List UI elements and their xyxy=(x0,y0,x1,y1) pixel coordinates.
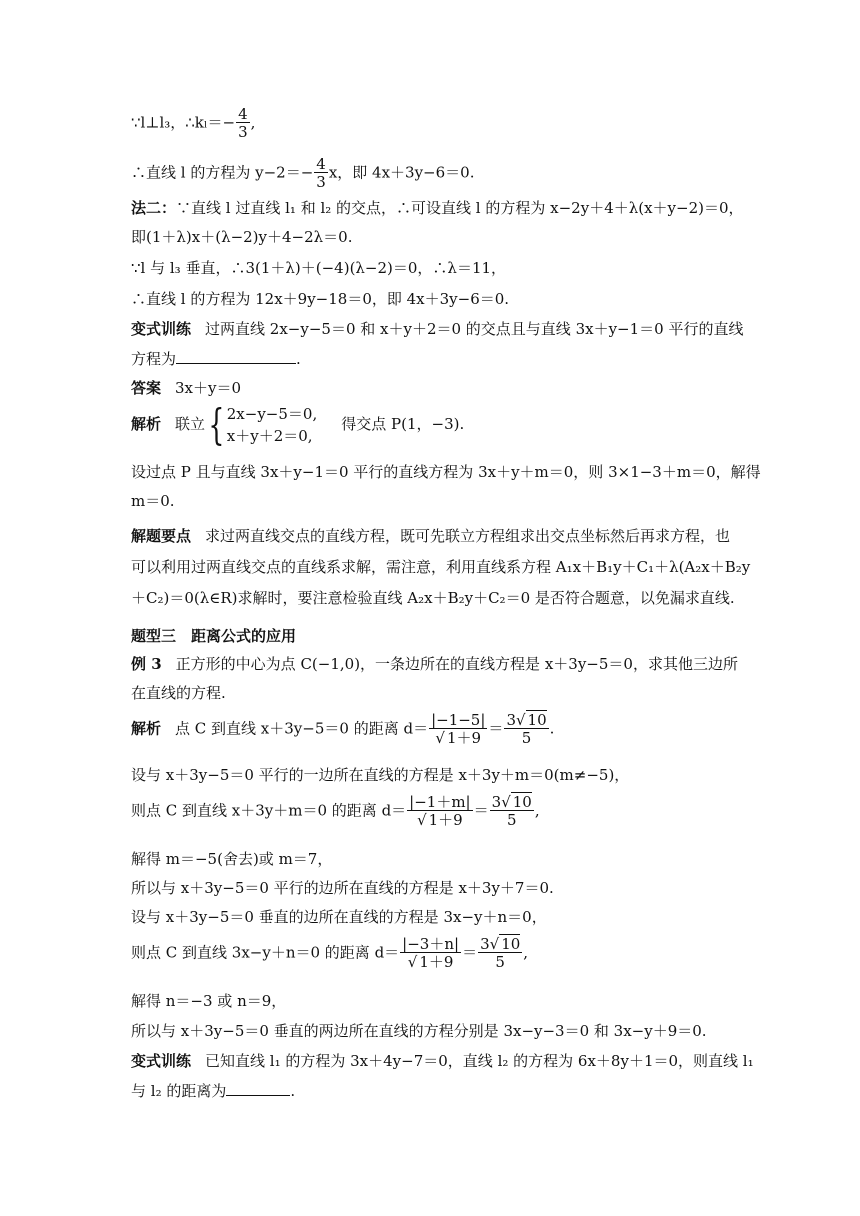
line-perp-result xyxy=(131,1020,707,1042)
text: , xyxy=(250,113,256,132)
denominator: 5 xyxy=(495,953,505,971)
text: ＝ xyxy=(488,719,504,738)
denominator: 5 xyxy=(521,729,532,747)
text: . xyxy=(290,1082,296,1100)
numerator: |−1＋m| xyxy=(409,793,471,811)
text: 设过点 P 且与直线 3x＋y−1＝0 平行的直线方程为 3x＋y＋m＝0，则 3×1−3＋m＝0，解得 xyxy=(131,463,761,481)
fraction xyxy=(314,156,328,191)
sqrt-sign: √ xyxy=(501,793,511,811)
line-key-point xyxy=(131,525,730,547)
text: 解得 n＝−3 或 n＝9， xyxy=(131,992,287,1010)
analysis-label: 解析 xyxy=(131,719,162,738)
line-perp-condition xyxy=(131,257,506,279)
text: , xyxy=(523,943,529,962)
line-variant-exercise-1 xyxy=(131,318,743,340)
text: 则点 C 到直线 3x−y＋n＝0 的距离 d＝ xyxy=(131,943,400,962)
answer-blank xyxy=(176,349,296,364)
text: 联立 xyxy=(175,415,206,433)
text: 则点 C 到直线 x＋3y＋m＝0 的距离 d＝ xyxy=(131,801,407,820)
sqrt-sign: √ xyxy=(489,935,500,953)
text: 3 xyxy=(491,793,502,811)
text: m＝0. xyxy=(131,492,175,510)
line-equation-l xyxy=(131,156,474,191)
method-label: 法二： xyxy=(131,199,177,217)
line-example-3-cont xyxy=(131,682,226,704)
text: x，即 4x＋3y−6＝0. xyxy=(328,163,475,182)
fraction xyxy=(400,936,461,971)
text: ∴直线 l 的方程为 12x＋9y−18＝0，即 4x＋3y−6＝0. xyxy=(131,290,510,308)
denominator: 5 xyxy=(506,811,517,829)
exercise-label: 变式训练 xyxy=(131,1052,192,1070)
line-perp-side xyxy=(131,906,547,928)
key-point-label: 解题要点 xyxy=(131,527,192,545)
text: 可以利用过两直线交点的直线系求解，需注意，利用直线系方程 A₁x＋B₁y＋C₁＋λ(A₂x＋B₂y xyxy=(131,558,751,576)
fraction xyxy=(429,712,487,747)
numerator xyxy=(504,712,548,729)
numerator xyxy=(478,936,522,953)
text: ＋C₂)＝0(λ∈R)求解时，要注意检验直线 A₂x＋B₂y＋C₂＝0 是否符合题意，以免漏求直线. xyxy=(131,589,735,607)
fraction xyxy=(478,936,522,971)
text: 得交点 P(1，−3). xyxy=(341,415,465,433)
denominator xyxy=(400,953,461,971)
denominator: 3 xyxy=(316,173,326,191)
sqrt-sign: √ xyxy=(407,953,418,971)
line-method-two xyxy=(131,197,744,219)
text: 求过两直线交点的直线方程，既可先联立方程组求出交点坐标然后再求方程，也 xyxy=(205,527,731,545)
line-perpendicular-slope xyxy=(131,106,255,141)
text: 设与 x＋3y−5＝0 平行的一边所在直线的方程是 x＋3y＋m＝0(m≠−5)， xyxy=(131,766,630,784)
sqrt-sign: √ xyxy=(515,711,526,729)
radicand: 1＋9 xyxy=(446,729,482,747)
line-solve-system xyxy=(131,400,465,449)
text: 3 xyxy=(506,711,516,729)
radicand: 10 xyxy=(501,935,521,953)
text: 与 l₂ 的距离为 xyxy=(131,1082,227,1100)
line-parallel-side xyxy=(131,764,629,786)
text: . xyxy=(296,350,301,368)
brace: { xyxy=(208,400,225,449)
radicand: 10 xyxy=(527,711,547,729)
text: 解得 m＝−5(舍去)或 m＝7， xyxy=(131,850,333,868)
line-distance-1 xyxy=(131,712,554,747)
text: 所以与 x＋3y−5＝0 平行的边所在直线的方程是 x＋3y＋7＝0. xyxy=(131,879,554,897)
fraction xyxy=(504,712,548,747)
numerator: 4 xyxy=(238,105,248,123)
answer-label: 答案 xyxy=(131,379,162,397)
equation-system xyxy=(227,403,317,447)
text: 过两直线 2x−y−5＝0 和 x＋y＋2＝0 的交点且与直线 3x＋y−1＝0 平行的直线 xyxy=(205,320,744,338)
text: 方程为 xyxy=(131,350,177,368)
line-key-point-3 xyxy=(131,587,735,609)
line-parallel-result xyxy=(131,877,554,899)
text: 已知直线 l₁ 的方程为 3x＋4y−7＝0，直线 l₂ 的方程为 6x＋8y＋1＝0，则直线 l₁ xyxy=(205,1052,754,1070)
numerator: 4 xyxy=(316,155,326,173)
text: ＝ xyxy=(473,801,489,820)
numerator: |−1−5| xyxy=(431,711,486,729)
equation: x＋y＋2＝0, xyxy=(226,427,313,445)
fraction xyxy=(236,106,250,141)
section-heading xyxy=(131,625,296,647)
text: 3 xyxy=(480,935,490,953)
line-parallel-setup xyxy=(131,461,761,483)
denominator xyxy=(407,811,472,829)
line-key-point-2 xyxy=(131,556,750,578)
analysis-label: 解析 xyxy=(131,415,162,433)
equation: 2x−y−5＝0, xyxy=(226,405,318,423)
text: 设与 x＋3y−5＝0 垂直的边所在直线的方程是 3x−y＋n＝0， xyxy=(131,908,547,926)
radicand: 1＋9 xyxy=(428,811,463,829)
line-variant-blank-2 xyxy=(131,1080,295,1102)
line-distance-2 xyxy=(131,794,540,829)
denominator: 3 xyxy=(238,123,248,141)
text: ∵l⊥l₃，∴kₗ＝− xyxy=(131,113,236,132)
text: 所以与 x＋3y−5＝0 垂直的两边所在直线的方程分别是 3x−y−3＝0 和 3x−y＋9＝0. xyxy=(131,1022,707,1040)
line-expanded xyxy=(131,226,353,248)
example-label: 例 3 xyxy=(131,655,162,673)
line-variant-blank xyxy=(131,348,301,370)
sqrt-sign: √ xyxy=(417,811,427,829)
text: ∵直线 l 过直线 l₁ 和 l₂ 的交点，∴可设直线 l 的方程为 x−2y＋4＋λ(x＋y−2)＝0， xyxy=(176,199,744,217)
text: ∵l 与 l₃ 垂直，∴3(1＋λ)＋(−4)(λ−2)＝0，∴λ＝11， xyxy=(131,259,507,277)
fraction xyxy=(490,794,534,829)
text: 在直线的方程. xyxy=(131,684,226,702)
line-m-result xyxy=(131,490,175,512)
line-distance-3 xyxy=(131,936,528,971)
line-result xyxy=(131,288,509,310)
line-m-solution xyxy=(131,848,332,870)
line-answer xyxy=(131,377,241,399)
text: 3x＋y＝0 xyxy=(175,379,242,397)
radicand: 10 xyxy=(512,793,532,811)
denominator xyxy=(429,729,487,747)
line-variant-exercise-2 xyxy=(131,1050,754,1072)
numerator xyxy=(490,794,534,811)
exercise-label: 变式训练 xyxy=(131,320,192,338)
text: 即(1＋λ)x＋(λ−2)y＋4−2λ＝0. xyxy=(131,228,353,246)
radicand: 1＋9 xyxy=(419,953,454,971)
sqrt-sign: √ xyxy=(435,729,445,747)
text: , xyxy=(534,801,540,820)
answer-blank xyxy=(226,1081,290,1096)
text: ＝ xyxy=(462,943,478,962)
text: . xyxy=(549,719,555,738)
text: ∴直线 l 的方程为 y−2＝− xyxy=(131,163,314,182)
line-example-3 xyxy=(131,653,738,675)
numerator: |−3＋n| xyxy=(402,935,460,953)
text: 题型三 距离公式的应用 xyxy=(131,627,297,645)
text: 点 C 到直线 x＋3y−5＝0 的距离 d＝ xyxy=(175,719,429,738)
fraction xyxy=(407,794,472,829)
text: 正方形的中心为点 C(−1,0)，一条边所在的直线方程是 x＋3y−5＝0，求其他三边所 xyxy=(175,655,738,673)
line-n-solution xyxy=(131,990,286,1012)
